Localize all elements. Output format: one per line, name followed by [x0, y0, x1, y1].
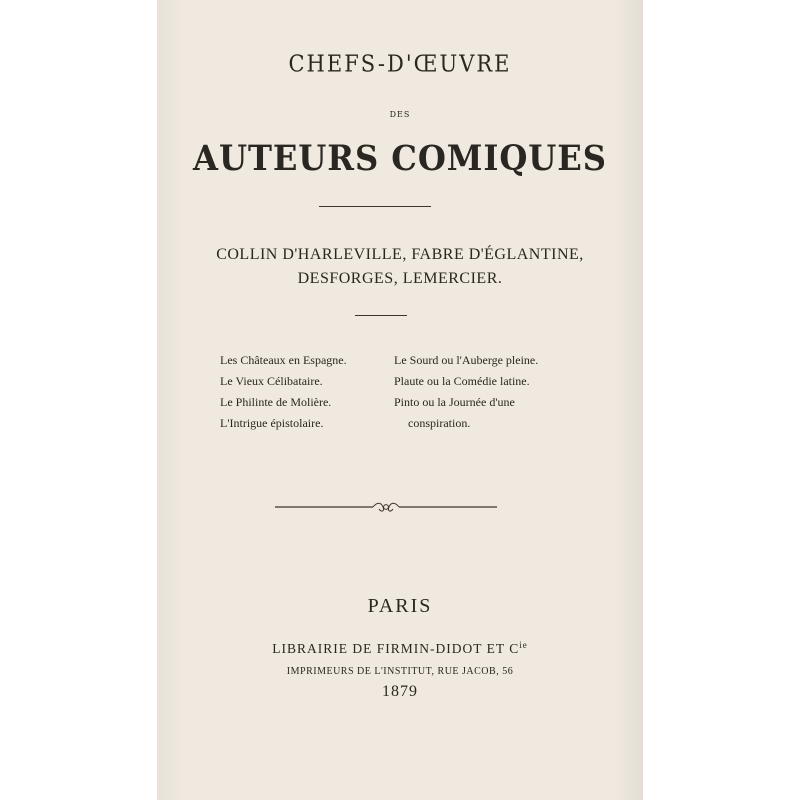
ornamental-divider-icon [275, 500, 497, 514]
plays-list-left [220, 350, 347, 434]
connector-word: DES [389, 110, 411, 119]
play-title: L'Intrigue épistolaire. [220, 416, 324, 430]
publication-city: PARIS [367, 595, 433, 617]
authors-line-1: COLLIN D'HARLEVILLE, FABRE D'ÉGLANTINE, [216, 246, 584, 263]
divider-rule-1 [319, 206, 431, 207]
play-title: Le Sourd ou l'Auberge pleine. [394, 353, 539, 367]
divider-rule-2 [355, 315, 407, 316]
book-title-page [157, 0, 643, 800]
play-title: Le Vieux Célibataire. [220, 374, 323, 388]
play-title: Les Châteaux en Espagne. [220, 353, 347, 367]
authors-line-2: DESFORGES, LEMERCIER. [297, 270, 503, 287]
publisher-suffix: ie [519, 640, 528, 650]
main-title: AUTEURS COMIQUES [193, 138, 607, 179]
plays-list-right [394, 350, 538, 434]
play-title: Pinto ou la Journée d'une [394, 395, 515, 409]
publication-year: 1879 [382, 683, 418, 700]
play-title: Plaute ou la Comédie latine. [394, 374, 530, 388]
printers-line: IMPRIMEURS DE L'INSTITUT, RUE JACOB, 56 [286, 666, 514, 677]
play-title: conspiration. [408, 416, 471, 430]
play-title: Le Philinte de Molière. [220, 395, 332, 409]
publisher-name: LIBRAIRIE DE FIRMIN-DIDOT ET C [272, 641, 520, 656]
heading-top: CHEFS-D'ŒUVRE [288, 50, 512, 78]
publisher-line [157, 640, 643, 657]
